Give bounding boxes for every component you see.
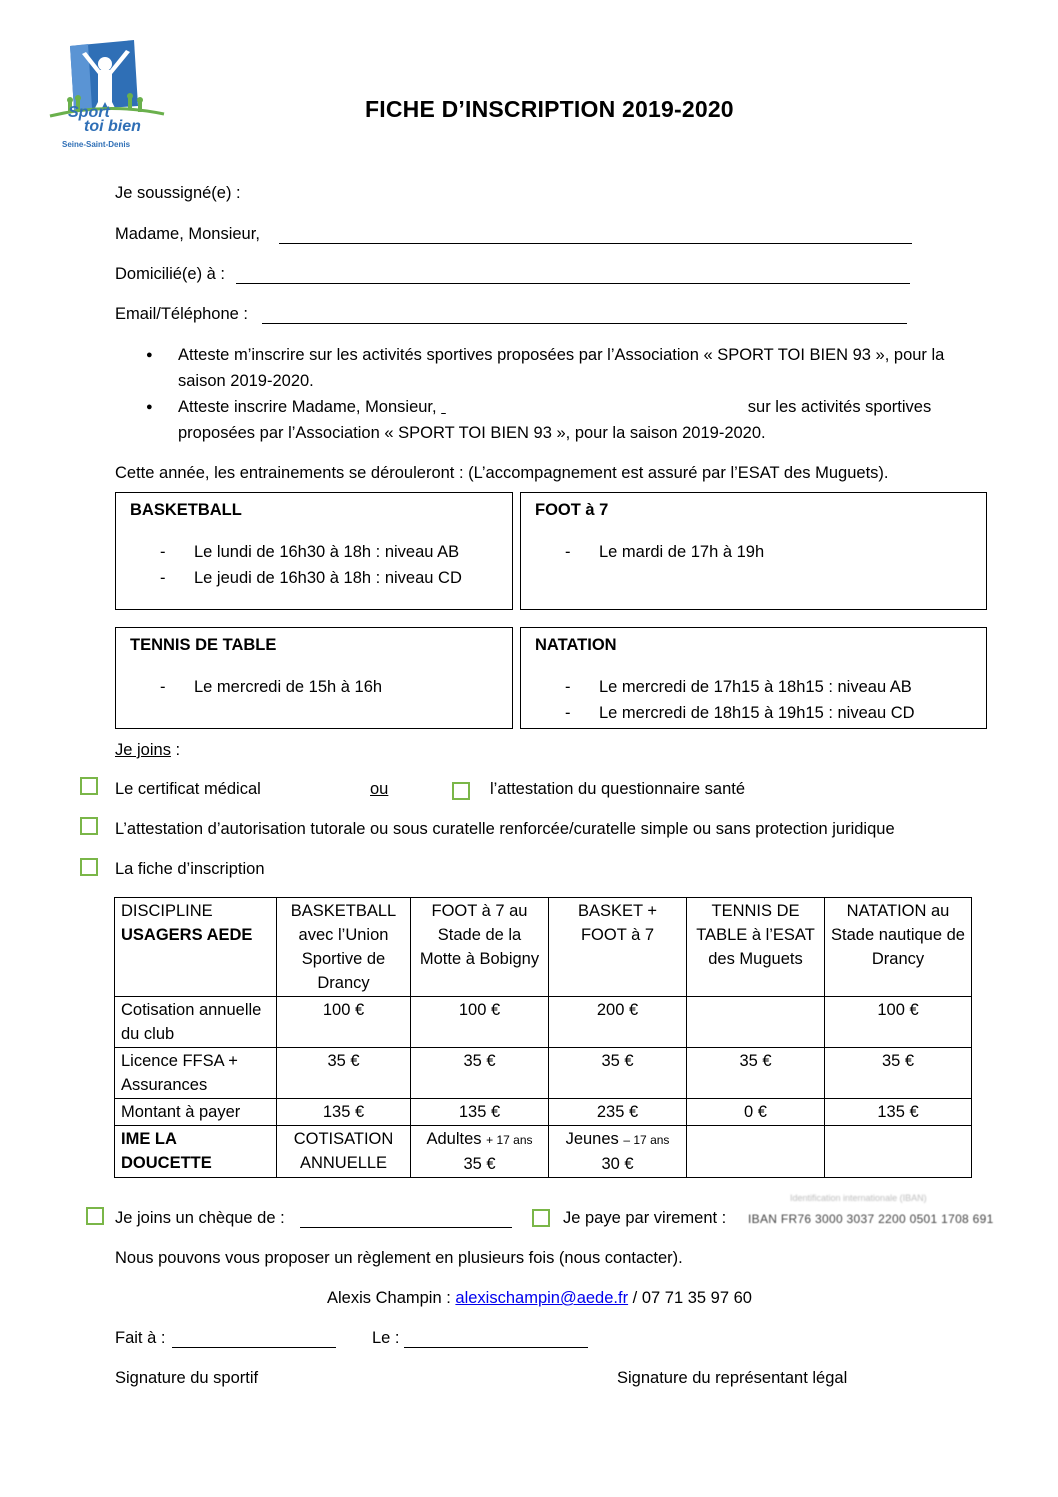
medical-certificate-checkbox[interactable] xyxy=(80,777,98,795)
contact-email-link[interactable]: alexischampin@aede.fr xyxy=(455,1289,629,1307)
fees-cell xyxy=(687,997,825,1048)
name-field[interactable] xyxy=(279,243,912,244)
attestation-other xyxy=(140,394,990,446)
place-label: Fait à : xyxy=(115,1329,166,1347)
fees-header-col: BASKETBALL avec l’Union Sportive de Drancy xyxy=(277,898,411,997)
fees-header-col: FOOT à 7 au Stade de la Motte à Bobigny xyxy=(411,898,549,997)
tennis-title: TENNIS DE TABLE xyxy=(130,636,277,654)
iban-block xyxy=(748,1193,1048,1233)
installments-note: Nous pouvons vous proposer un règlement en plusieurs fois (nous contacter). xyxy=(115,1249,683,1267)
authorization-label: L’attestation d’autorisation tutorale ou sous curatelle renforcée/curatelle simple ou sans protection juridique xyxy=(115,820,895,838)
users-label: USAGERS AEDE xyxy=(121,926,253,944)
ime-young-note: – 17 ans xyxy=(623,1133,670,1147)
fees-cell-empty xyxy=(687,1126,825,1178)
fees-cell: 100 € xyxy=(411,997,549,1048)
natation-slot-2: - Le mercredi de 18h15 à 19h15 : niveau CD xyxy=(565,700,915,726)
natation-schedule xyxy=(565,674,915,726)
fees-cell: 100 € xyxy=(825,997,972,1048)
date-field[interactable] xyxy=(404,1347,588,1348)
attestation-self: ● Atteste m’inscrire sur les activités sportives proposées par l’Association « SPORT TOI BIEN 93 », pour la saison 2019-2020. xyxy=(140,342,990,394)
fees-header-discipline xyxy=(115,898,277,997)
iban-caption: Identification internationale (IBAN) xyxy=(790,1193,927,1203)
contact-phone: / 07 71 35 97 60 xyxy=(632,1289,752,1307)
cheque-checkbox[interactable] xyxy=(86,1207,104,1225)
fees-row-ime xyxy=(115,1126,972,1178)
fees-row-total xyxy=(115,1099,972,1126)
or-label: ou xyxy=(370,780,389,798)
health-questionnaire-checkbox[interactable] xyxy=(452,782,470,800)
place-field[interactable] xyxy=(172,1347,336,1348)
basketball-slot-1: - Le lundi de 16h30 à 18h : niveau AB xyxy=(160,539,462,565)
date-label: Le : xyxy=(372,1329,400,1347)
registration-form-checkbox[interactable] xyxy=(80,858,98,876)
authorization-checkbox[interactable] xyxy=(80,817,98,835)
foot-schedule xyxy=(565,539,764,565)
tennis-schedule xyxy=(160,674,382,700)
fees-row-label: Cotisation annuelle du club xyxy=(115,997,277,1048)
address-label: Domicilié(e) à : xyxy=(115,265,226,283)
registration-form-label: La fiche d’inscription xyxy=(115,860,265,878)
fees-cell: 135 € xyxy=(277,1099,411,1126)
contact-line xyxy=(327,1289,752,1308)
contact-label: Email/Téléphone : xyxy=(115,305,248,323)
basketball-slot-2: - Le jeudi de 16h30 à 18h : niveau CD xyxy=(160,565,462,591)
transfer-checkbox[interactable] xyxy=(532,1209,550,1227)
fees-row-cotisation xyxy=(115,997,972,1048)
fees-cell: 35 € xyxy=(687,1048,825,1099)
fees-cell-empty xyxy=(825,1126,972,1178)
ime-adults-note: + 17 ans xyxy=(486,1133,533,1147)
ime-young-label: Jeunes xyxy=(565,1130,619,1148)
foot-slot-1: - Le mardi de 17h à 19h xyxy=(565,539,764,565)
basketball-box xyxy=(115,492,513,610)
logo-text-region: Seine-Saint-Denis xyxy=(62,140,131,149)
discipline-label: DISCIPLINE xyxy=(121,902,213,920)
ime-label: IME LA DOUCETTE xyxy=(115,1126,277,1178)
fees-header-col: TENNIS DE TABLE à l’ESAT des Muguets xyxy=(687,898,825,997)
attestation-other-line2: proposées par l’Association « SPORT TOI BIEN 93 », pour la saison 2019-2020. xyxy=(178,424,766,442)
attachments-heading-colon: : xyxy=(170,741,181,759)
fees-cell: 135 € xyxy=(825,1099,972,1126)
foot-box xyxy=(520,492,987,610)
sport-toi-bien-logo xyxy=(48,40,166,158)
ime-young-cell xyxy=(549,1126,687,1178)
fees-cell: 200 € xyxy=(549,997,687,1048)
attestation-other-before: Atteste inscrire Madame, Monsieur, xyxy=(178,398,437,416)
medical-certificate-label: Le certificat médical xyxy=(115,780,261,798)
natation-box xyxy=(520,627,987,729)
health-questionnaire-label: l’attestation du questionnaire santé xyxy=(490,780,746,798)
attestation-other-after: sur les activités sportives xyxy=(747,398,932,416)
fees-row-label: Licence FFSA + Assurances xyxy=(115,1048,277,1099)
trainings-intro: Cette année, les entrainements se dérouleront : (L’accompagnement est assuré par l’ESAT des Muguets). xyxy=(115,464,889,482)
fees-cell: 35 € xyxy=(825,1048,972,1099)
ime-adults-cell xyxy=(411,1126,549,1178)
ime-adults-price: 35 € xyxy=(463,1155,496,1173)
fees-row-licence xyxy=(115,1048,972,1099)
transfer-label: Je paye par virement : xyxy=(563,1209,727,1227)
basketball-schedule xyxy=(160,539,462,591)
fees-cell: 235 € xyxy=(549,1099,687,1126)
fees-header-row xyxy=(115,898,972,997)
name-label: Madame, Monsieur, xyxy=(115,225,260,243)
fees-header-col: NATATION au Stade nautique de Drancy xyxy=(825,898,972,997)
fees-header-col: BASKET + FOOT à 7 xyxy=(549,898,687,997)
fees-table xyxy=(114,897,972,1178)
attachments-heading xyxy=(115,741,180,760)
page-title: FICHE D’INSCRIPTION 2019-2020 xyxy=(365,96,734,122)
iban-code: IBAN FR76 3000 3037 2200 0501 1708 691 xyxy=(748,1212,994,1226)
attestation-list xyxy=(140,342,990,446)
natation-title: NATATION xyxy=(535,636,617,654)
attachments-heading-text: Je joins xyxy=(115,741,171,759)
tennis-slot-1: - Le mercredi de 15h à 16h xyxy=(160,674,382,700)
logo-text-toi-bien: toi bien xyxy=(84,118,141,135)
fees-cell: 35 € xyxy=(549,1048,687,1099)
cheque-amount-field[interactable] xyxy=(300,1227,512,1228)
ime-adults-label: Adultes xyxy=(426,1130,482,1148)
fees-row-label: Montant à payer xyxy=(115,1099,277,1126)
contact-field[interactable] xyxy=(262,323,907,324)
athlete-signature-label: Signature du sportif xyxy=(115,1369,259,1387)
guardian-signature-label: Signature du représentant légal xyxy=(617,1369,848,1387)
logo-text-sport: Sport xyxy=(68,104,110,121)
fees-cell: 135 € xyxy=(411,1099,549,1126)
foot-title: FOOT à 7 xyxy=(535,501,609,519)
cheque-label: Je joins un chèque de : xyxy=(115,1209,285,1227)
contact-name: Alexis Champin : xyxy=(327,1289,451,1307)
ime-cotisation: COTISATION ANNUELLE xyxy=(277,1126,411,1178)
undersigned-label: Je soussigné(e) : xyxy=(115,184,241,202)
fees-cell: 35 € xyxy=(277,1048,411,1099)
fees-cell: 35 € xyxy=(411,1048,549,1099)
address-field[interactable] xyxy=(236,283,910,284)
attestation-other-name-field[interactable] xyxy=(441,394,743,420)
natation-slot-1: - Le mercredi de 17h15 à 18h15 : niveau AB xyxy=(565,674,915,700)
tennis-box xyxy=(115,627,513,729)
ime-young-price: 30 € xyxy=(601,1155,634,1173)
fees-cell: 100 € xyxy=(277,997,411,1048)
fees-cell: 0 € xyxy=(687,1099,825,1126)
basketball-title: BASKETBALL xyxy=(130,501,242,519)
